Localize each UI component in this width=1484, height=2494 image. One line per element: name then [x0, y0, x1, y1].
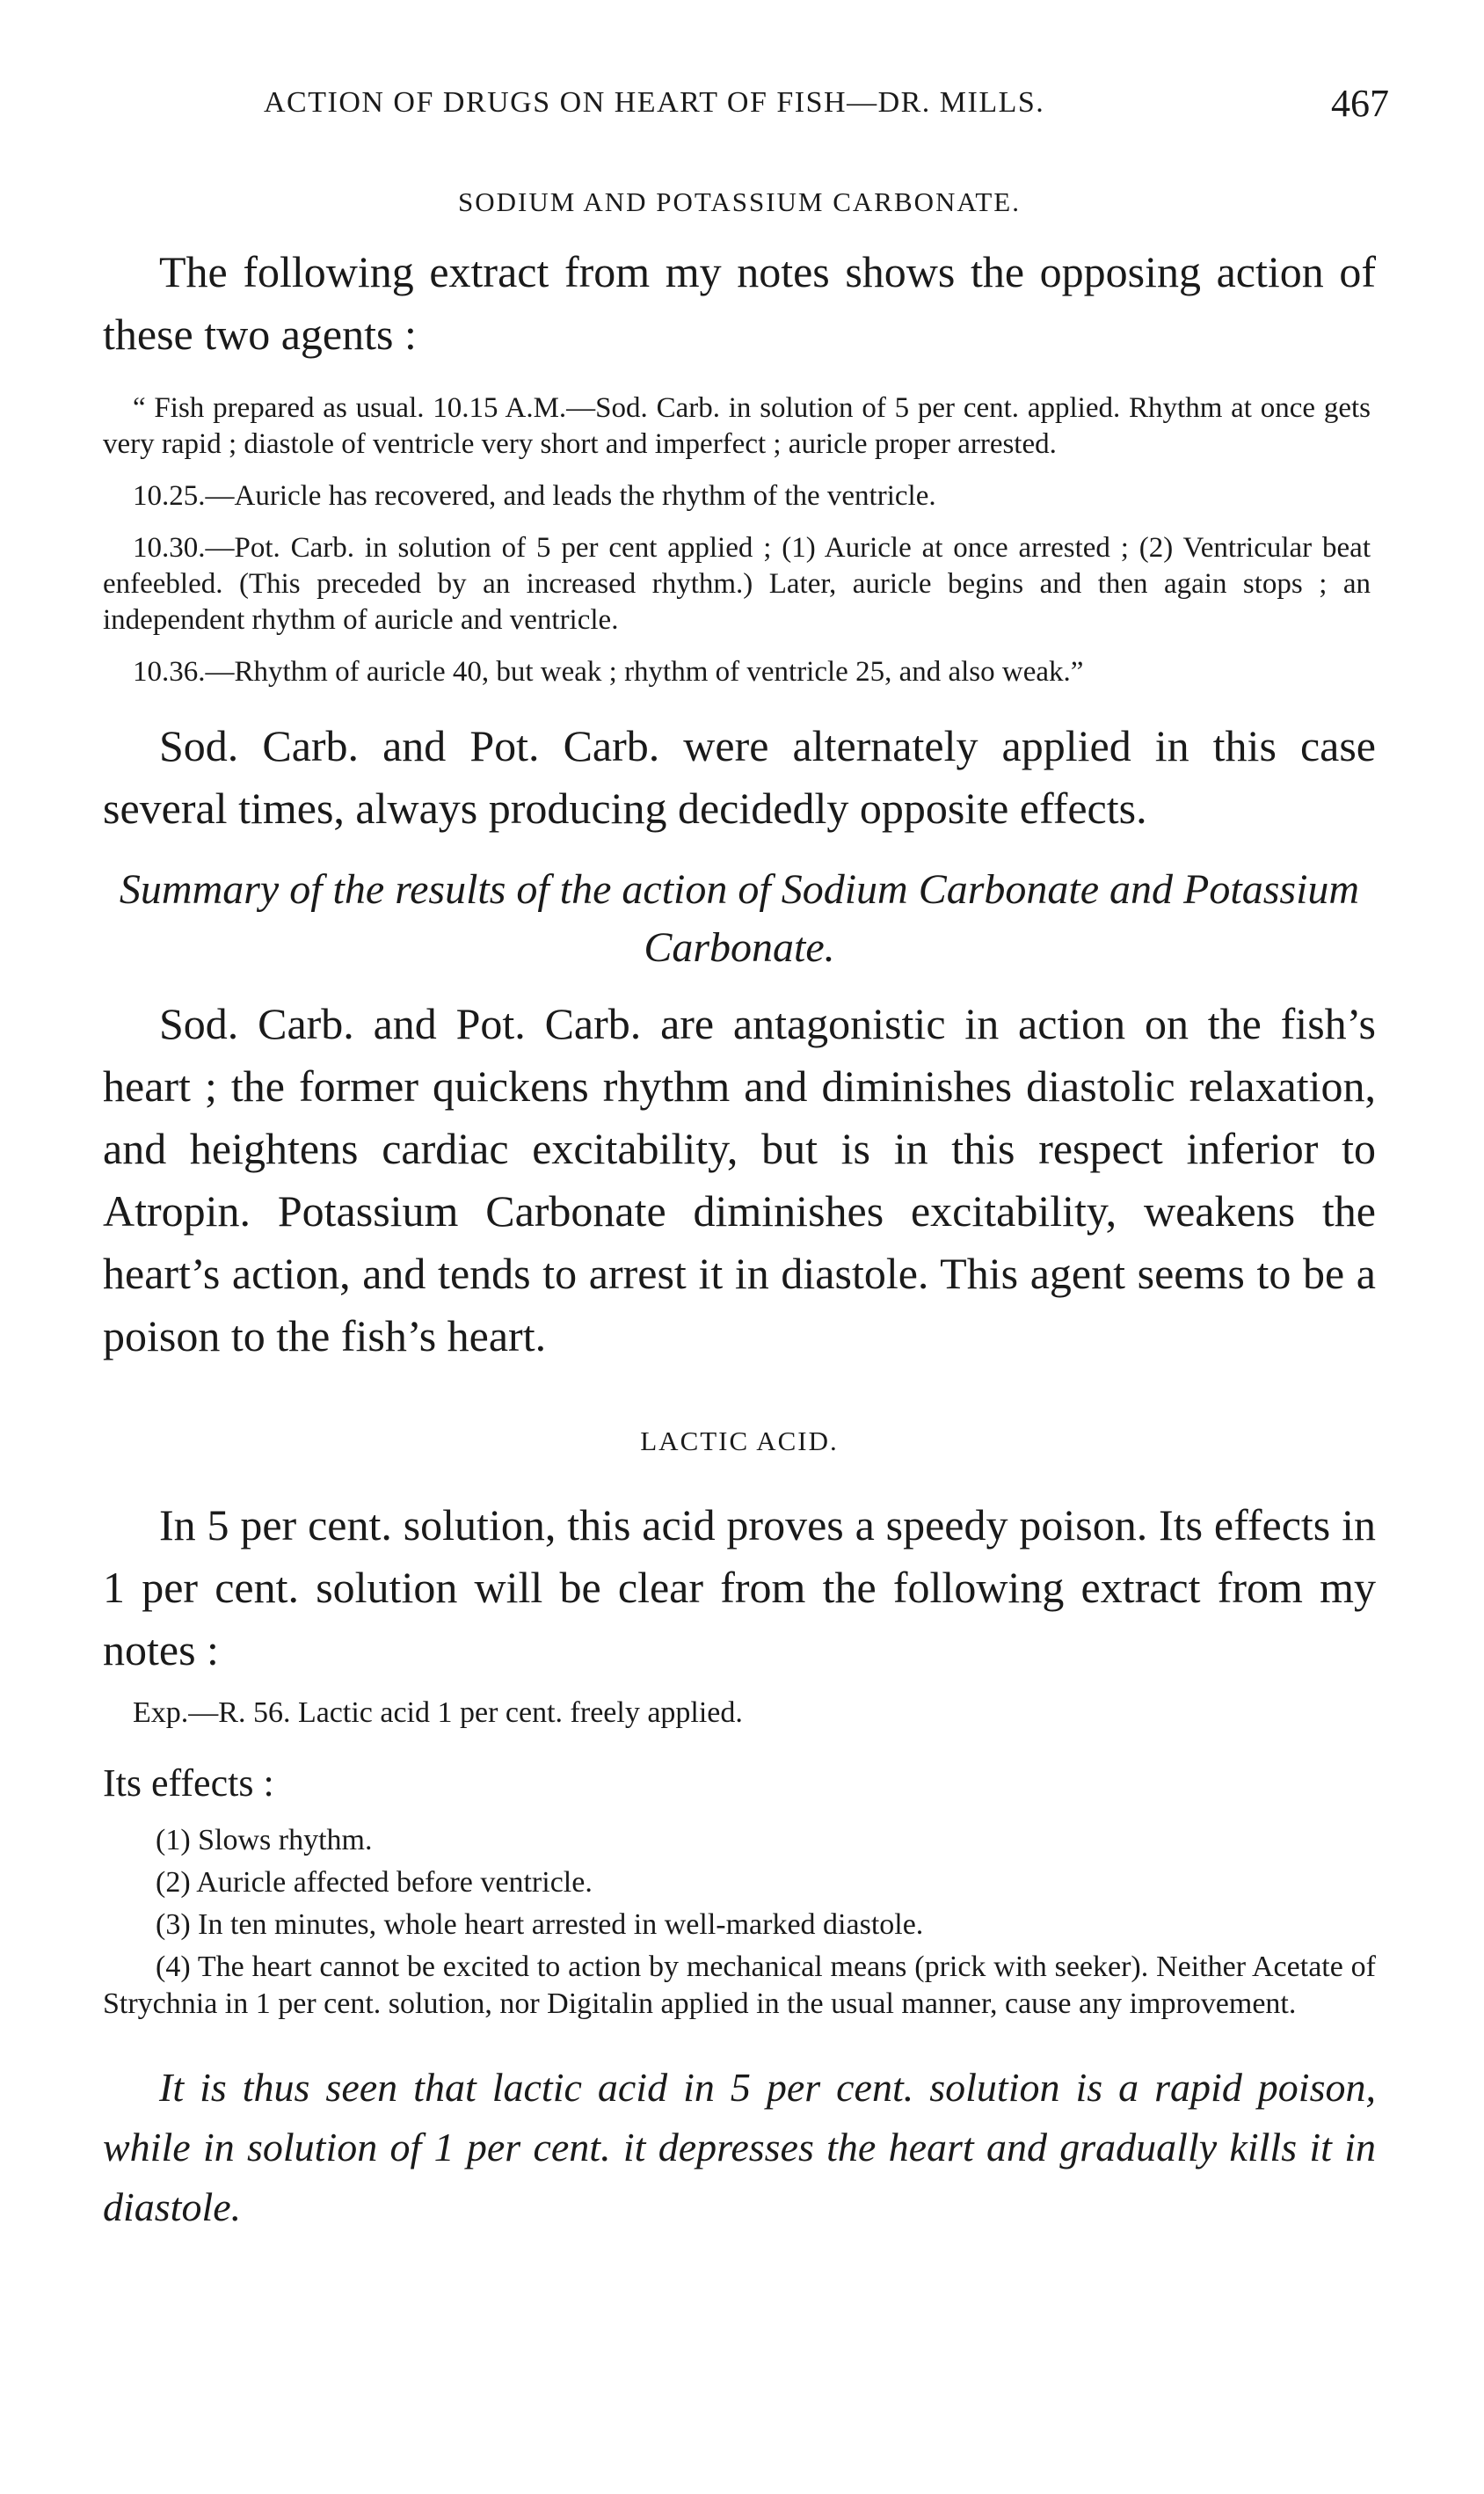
experiment-line: Exp.—R. 56. Lactic acid 1 per cent. freely applied. [133, 1696, 743, 1729]
entry-spacer [103, 463, 1371, 478]
entry-spacer [103, 514, 1371, 530]
entry-spacer [103, 638, 1371, 654]
notes-entry: 10.36.—Rhythm of auricle 40, but weak ; rhythm of ventricle 25, and also weak.” [133, 656, 1084, 688]
page-number: 467 [1331, 82, 1389, 125]
page-body [103, 185, 1376, 2237]
intro-paragraph-carbonates: The following extract from my notes shows the opposing action of these two agents : [103, 247, 1376, 359]
after-quote-paragraph: Sod. Carb. and Pot. Carb. were alternately applied in this case several times, always producing decidedly opposite effects. [103, 721, 1376, 833]
summary-paragraph: Sod. Carb. and Pot. Carb. are antagonistic in action on the fish’s heart ; the former quickens rhythm and diminishes diastolic relaxation, and heightens cardiac excitability, but is in this respect inferior to Atropin. Potassium Carbonate diminishes excitability, weakens the heart’s action, and tends to arrest it in diastole. This agent seems to be a poison to the fish’s heart. [103, 999, 1376, 1360]
effect-item: (1) Slows rhythm. [156, 1824, 373, 1856]
effects-label: Its effects : [103, 1761, 274, 1805]
effect-item: (2) Auricle affected before ventricle. [156, 1866, 593, 1899]
conclusion-paragraph: It is thus seen that lactic acid in 5 per cent. solution is a rapid poison, while in solution of 1 per cent. it depresses the heart and gradually kills it in diastole. [103, 2065, 1376, 2229]
notes-entry: 10.30.—Pot. Carb. in solution of 5 per cent applied ; (1) Auricle at once arrested ; (2) Ventricular beat enfeebled. (This preceded by an increased rhythm.) Later, auricle begins and then again stops ; an independent rhythm of auricle and ventricle. [103, 532, 1371, 636]
notes-entry: 10.25.—Auricle has recovered, and leads the rhythm of the ventricle. [133, 480, 936, 512]
notes-extract [103, 390, 1371, 690]
section-heading-lactic-acid: LACTIC ACID. [640, 1426, 839, 1456]
intro-paragraph-lactic-acid: In 5 per cent. solution, this acid proves a speedy poison. Its effects in 1 per cent. solution will be clear from the following extract from my notes : [103, 1500, 1376, 1674]
summary-title: Summary of the results of the action of Sodium Carbonate and Potassium Carbonate. [119, 866, 1360, 971]
effects-list [103, 1822, 1376, 2023]
notes-entry: “ Fish prepared as usual. 10.15 A.M.—Sod. Carb. in solution of 5 per cent. applied. Rhythm at once gets very rapid ; diastole of ventricle very short and imperfect ; auricle proper arrested. [103, 392, 1371, 460]
page-header [264, 82, 1389, 139]
section-heading-carbonates: SODIUM AND POTASSIUM CARBONATE. [458, 186, 1021, 217]
running-head: ACTION OF DRUGS ON HEART OF FISH—DR. MILLS. [264, 86, 1045, 119]
effect-item: (4) The heart cannot be excited to action by mechanical means (prick with seeker). Neither Acetate of Strychnia in 1 per cent. solution, nor Digitalin applied in the usual manner, cause any improvement. [103, 1951, 1376, 2020]
effect-item: (3) In ten minutes, whole heart arrested in well-marked diastole. [156, 1908, 924, 1941]
